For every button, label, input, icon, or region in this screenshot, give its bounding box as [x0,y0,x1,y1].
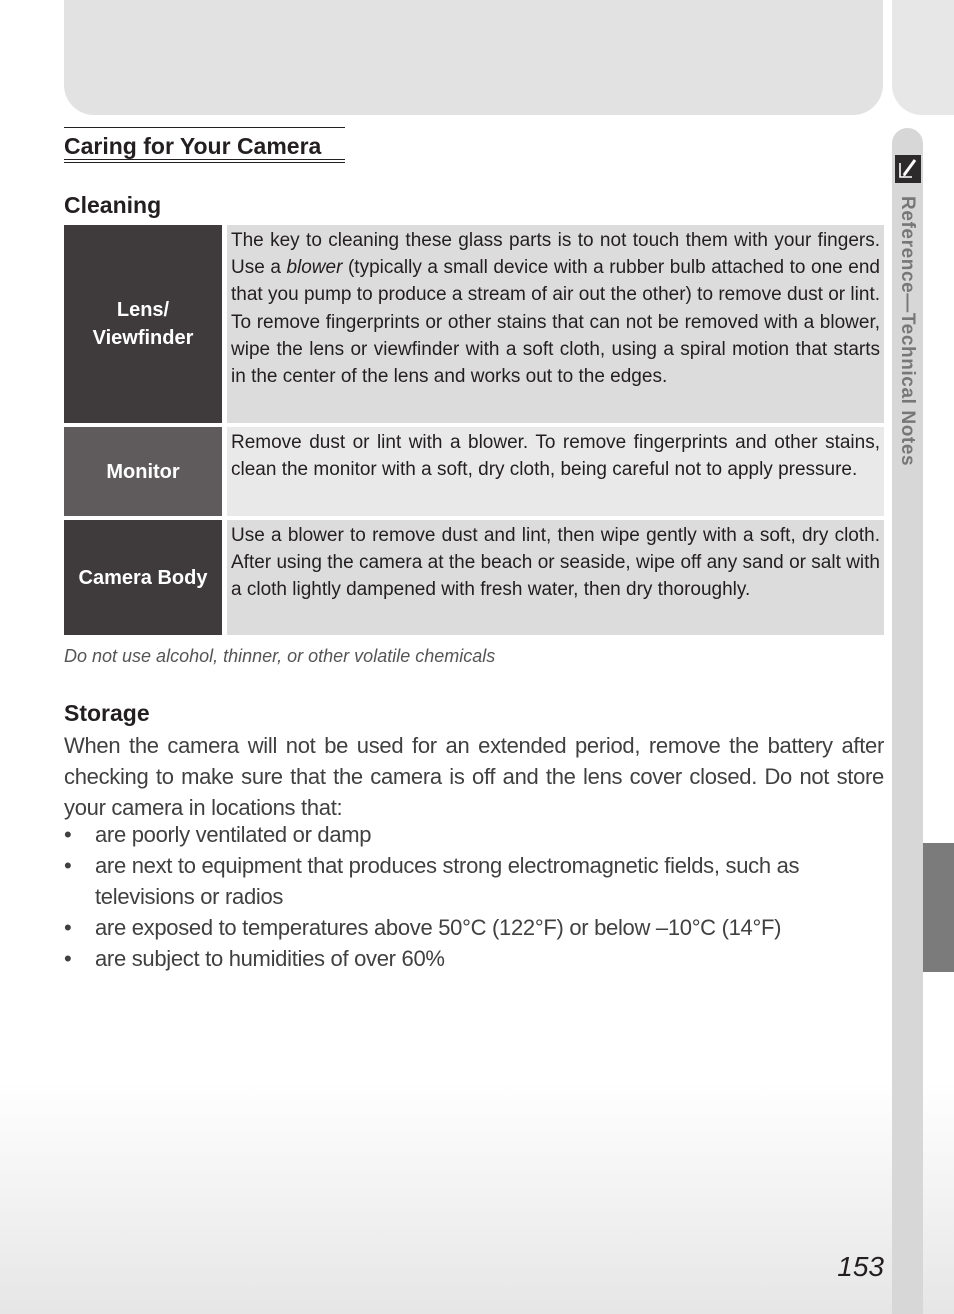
header-corner-panel [892,0,954,115]
storage-heading: Storage [64,700,150,726]
side-tab-label[interactable]: Reference—Technical Notes [897,196,918,467]
pencil-note-icon [895,155,921,183]
header-panel [64,0,883,115]
bullet-icon: • [64,822,72,847]
table-row-lens [64,225,884,423]
table-row-camera-body [64,520,884,635]
list-item: • are poorly ventilated or damp [64,819,884,850]
storage-paragraph: When the camera will not be used for an extended period, remove the battery after checking to make sure that the camera is off and the lens cover closed. Do not store your camera in locations that: [64,733,884,820]
list-item: • are exposed to temperatures above 50°C (122°F) or below –10°C (14°F) [64,912,884,943]
table-caption: Do not use alcohol, thinner, or other volatile chemicals [64,646,496,666]
row-text-camera-body: Use a blower to remove dust and lint, then wipe gently with a soft, dry cloth. After using the camera at the beach or seaside, wipe off any sand or salt with a cloth lightly dampened with fresh water, then dry thoroughly. [227,520,884,635]
bullet-icon: • [64,915,72,940]
page-title: Caring for Your Camera [64,127,345,163]
list-item: • are subject to humidities of over 60% [64,943,884,974]
bullet-icon: • [64,853,72,878]
row-label-lens-viewfinder: Lens/ Viewfinder [64,225,222,423]
section-index-tab[interactable] [923,843,954,972]
list-item: • are next to equipment that produces strong electromagnetic fields, such as televisions or radios [64,850,884,912]
bullet-icon: • [64,946,72,971]
storage-bullet-list [64,819,884,974]
page-number: 153 [837,1251,884,1282]
row-label-monitor: Monitor [64,427,222,516]
row-label-camera-body: Camera Body [64,520,222,635]
table-row-monitor [64,427,884,516]
row-text-monitor: Remove dust or lint with a blower. To remove fingerprints and other stains, clean the monitor with a soft, dry cloth, being careful not to apply pressure. [227,427,884,516]
cleaning-heading: Cleaning [64,192,162,218]
row-text-lens-viewfinder: The key to cleaning these glass parts is to not touch them with your fingers. Use a blower (typically a small device with a rubber bulb attached to one end that you pump to produce a stream of air out the other) to remove dust or lint. To remove fingerprints or other stains that can not be removed with a blower, wipe the lens or viewfinder with a soft cloth, using a spiral motion that starts in the center of the lens and works out to the edges. [227,225,884,423]
